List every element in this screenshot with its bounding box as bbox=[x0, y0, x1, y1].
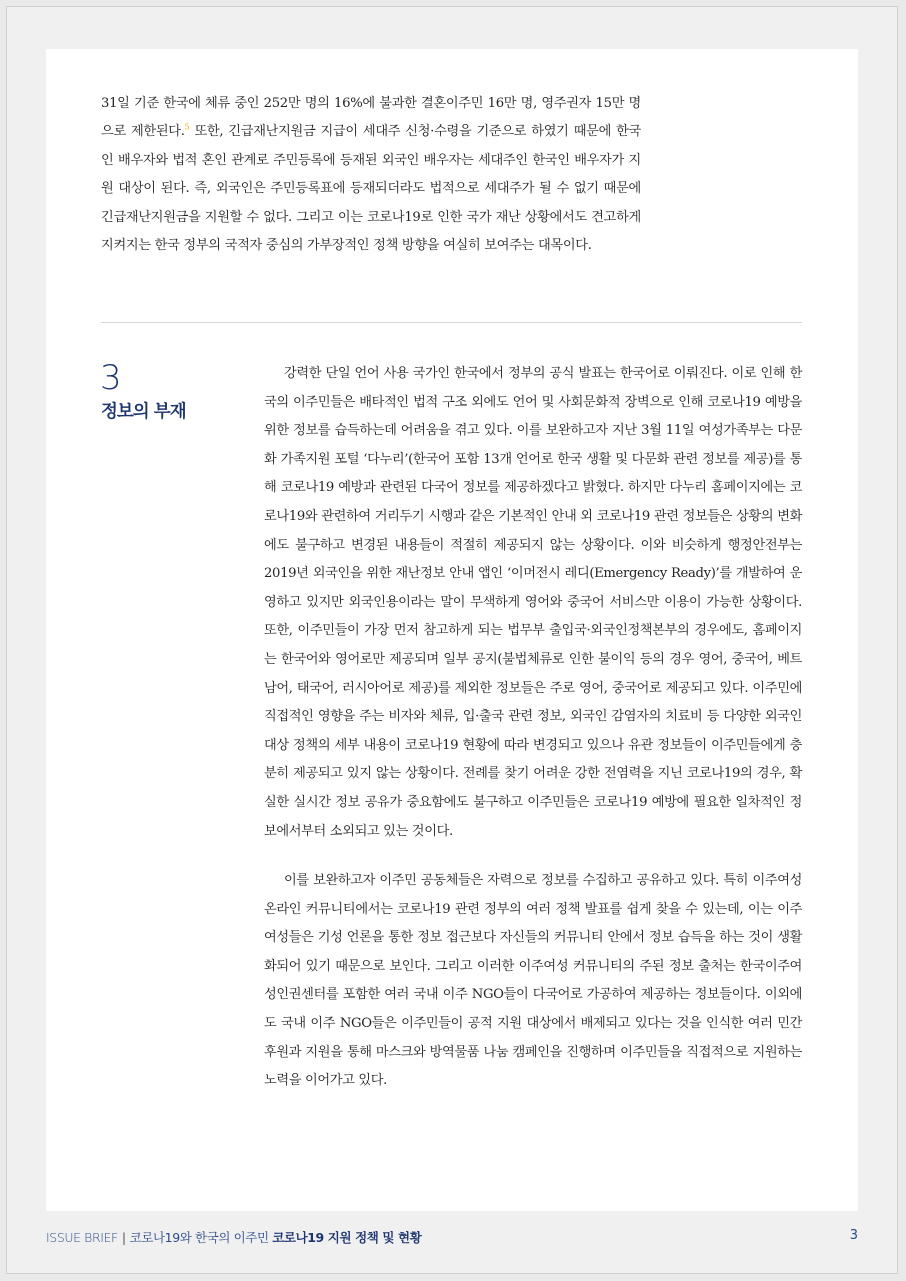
body-paragraph-2: 이를 보완하고자 이주민 공동체들은 자력으로 정보를 수집하고 공유하고 있다. 특히 이주여성 온라인 커뮤니티에서는 코로나19 관련 정부의 여러 정책 발표를 쉽게 찾을 수 있는데, 이는 이주여성들은 기성 언론을 통한 정보 접근보다 자신들의 커뮤니티 안에서 정보 습득을 하는 것이 생활화되어 있기 때문으로 보인다. 그리고 이러한 이주여성 커뮤니티의 주된 정보 출처는 한국이주여성인권센터를 포함한 여러 국내 이주 NGO들이 다국어로 가공하여 제공하는 정보들이다. 이외에도 국내 이주 NGO들은 이주민들이 공적 지원 대상에서 배제되고 있다는 것을 인식한 여러 민간 후원과 지원을 통해 마스크와 방역물품 나눔 캠페인을 진행하며 이주민들을 직접적으로 지원하는 노력을 이어가고 있다. bbox=[264, 873, 802, 1089]
intro-paragraph bbox=[101, 90, 641, 260]
footer-series: 코로나19와 한국의 이주민 bbox=[129, 1230, 269, 1245]
section-title: 정보의 부재 bbox=[101, 402, 186, 422]
intro-text-2: 또한, 긴급재난지원금 지급이 세대주 신청·수령을 기준으로 하였기 때문에 한국인 배우자와 법적 혼인 관계로 주민등록에 등재된 외국인 배우자는 세대주인 한국인 배우자가 지원 대상이 된다. 즉, 외국인은 주민등록표에 등재되더라도 법적으로 세대주가 될 수 없기 때문에 긴급재난지원금을 지원할 수 없다. 그리고 이는 코로나19로 인한 국가 재난 상황에서도 견고하게 지켜지는 한국 정부의 국적자 중심의 가부장적인 정책 방향을 여실히 보여주는 대목이다. bbox=[101, 124, 641, 254]
footer-title: 코로나19 지원 정책 및 현황 bbox=[272, 1230, 422, 1245]
section-body bbox=[264, 360, 802, 1096]
section-number: 3 bbox=[100, 358, 122, 398]
footer-brand: ISSUE BRIEF bbox=[46, 1230, 118, 1245]
body-paragraph-1: 강력한 단일 언어 사용 국가인 한국에서 정부의 공식 발표는 한국어로 이뤄진다. 이로 인해 한국의 이주민들은 배타적인 법적 구조 외에도 언어 및 사회문화적 장벽으로 인해 코로나19 예방을 위한 정보를 습득하는데 어려움을 겪고 있다. 이를 보완하고자 지난 3월 11일 여성가족부는 다문화 가족지원 포털 ‘다누리’(한국어 포함 13개 언어로 한국 생활 및 다문화 관련 정보를 제공)를 통해 코로나19 예방과 관련된 다국어 정보를 제공하겠다고 밝혔다. 하지만 다누리 홈페이지에는 코로나19와 관련하여 거리두기 시행과 같은 기본적인 안내 외 코로나19 관련 정보들은 상황의 변화에도 불구하고 변경된 내용들이 적절히 제공되지 않는 상황이다. 이와 비슷하게 행정안전부는 2019년 외국인을 위한 재난정보 안내 앱인 ‘이머전시 레디(Emergency Ready)’를 개발하여 운영하고 있지만 외국인용이라는 말이 무색하게 영어와 중국어 서비스만 이용이 가능한 상황이다. 또한, 이주민들이 가장 먼저 참고하게 되는 법무부 출입국·외국인정책본부의 경우에도, 홈페이지는 한국어와 영어로만 제공되며 일부 공지(불법체류로 인한 불이익 등의 경우 영어, 중국어, 베트남어, 태국어, 러시아어로 제공)를 제외한 정보들은 주로 영어, 중국어로 제공되고 있다. 이주민에 직접적인 영향을 주는 비자와 체류, 입·출국 관련 정보, 외국인 감염자의 치료비 등 다양한 외국인 대상 정책의 세부 내용이 코로나19 현황에 따라 변경되고 있으나 유관 정보들이 이주민들에게 충분히 제공되고 있지 않는 상황이다. 전례를 찾기 어려운 강한 전염력을 지닌 코로나19의 경우, 확실한 실시간 정보 공유가 중요함에도 불구하고 이주민들은 코로나19 예방에 필요한 일차적인 정보에서부터 소외되고 있는 것이다. bbox=[264, 366, 802, 839]
section-divider bbox=[101, 322, 802, 323]
page-number: 3 bbox=[849, 1228, 858, 1243]
footnote-ref[interactable]: 5 bbox=[184, 123, 190, 133]
footer-separator: | bbox=[121, 1230, 126, 1245]
page-footer bbox=[46, 1228, 421, 1246]
intro-text-1: 31일 기준 한국에 체류 중인 252만 명의 16%에 불과한 결혼이주민 16만 명, 영주권자 15만 명으로 제한된다. bbox=[101, 96, 641, 140]
